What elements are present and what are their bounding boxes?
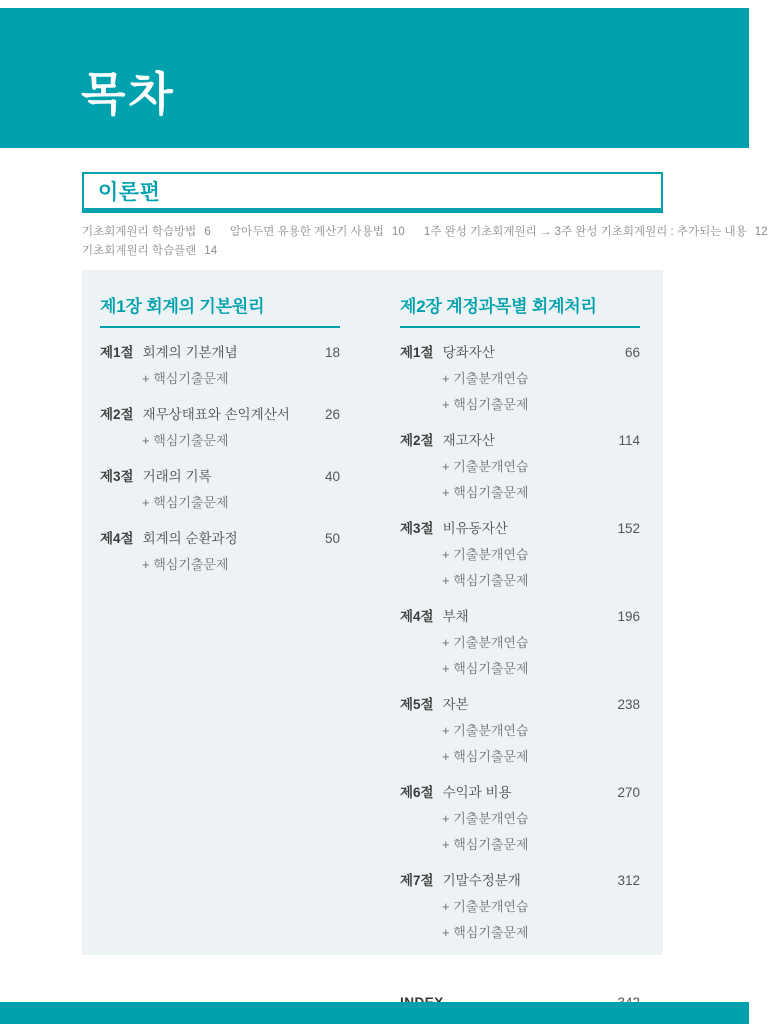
page-number: 270 (617, 785, 640, 800)
sub-item: + 기출분개연습 (442, 635, 529, 650)
section-number: 제3절 (100, 469, 134, 484)
section-title: 재고자산 (442, 433, 495, 448)
section-list (100, 341, 340, 573)
section-list (400, 341, 640, 1010)
toc-section (400, 781, 640, 853)
section-title: 부채 (442, 609, 469, 624)
toc-entry (400, 869, 640, 889)
sub-item: + 핵심기출문제 (142, 557, 229, 572)
chapter-title: 제1장 회계의 기본원리 (100, 292, 340, 328)
page-number: 18 (324, 345, 340, 360)
page-title: 목차 (81, 68, 176, 120)
toc-entry (400, 429, 640, 449)
part-label: 이론편 (98, 181, 161, 204)
section-title: 회계의 기본개념 (142, 345, 238, 360)
intro-entry-page: 10 (391, 226, 405, 238)
sub-item: + 핵심기출문제 (442, 573, 529, 588)
section-title: 당좌자산 (442, 345, 495, 360)
section-title: 재무상태표와 손익계산서 (142, 407, 290, 422)
toc-section (400, 693, 640, 765)
sub-item: + 핵심기출문제 (442, 837, 529, 852)
intro-entry-label: 기초회계원리 학습방법 (82, 226, 197, 238)
section-number: 제1절 (100, 345, 134, 360)
sub-item: + 기출분개연습 (442, 899, 529, 914)
section-number: 제3절 (400, 521, 434, 536)
page-number: 26 (324, 407, 340, 422)
intro-entry-page: 14 (204, 245, 218, 257)
sub-item: + 핵심기출문제 (142, 433, 229, 448)
page-number: 312 (617, 873, 640, 888)
intro-entry (230, 223, 405, 242)
toc-section (100, 527, 340, 573)
sub-item: + 핵심기출문제 (442, 749, 529, 764)
toc-entry (400, 781, 640, 801)
section-title: 기말수정분개 (442, 873, 521, 888)
intro-entry (82, 223, 211, 242)
toc-entry (100, 527, 340, 547)
toc-section (400, 869, 640, 941)
sub-item: + 기출분개연습 (442, 547, 529, 562)
page-number: 66 (624, 345, 640, 360)
sub-item: + 핵심기출문제 (442, 661, 529, 676)
toc-entry (400, 605, 640, 625)
section-number: 제4절 (400, 609, 434, 624)
intro-entry-page: 6 (204, 226, 211, 238)
toc-entry (100, 465, 340, 485)
page-number: 114 (618, 433, 640, 448)
sub-item: + 핵심기출문제 (142, 371, 229, 386)
sub-item: + 기출분개연습 (442, 459, 529, 474)
footer-bar (0, 1002, 749, 1024)
section-number: 제2절 (400, 433, 434, 448)
intro-entry-label: 기초회계원리 학습플랜 (82, 245, 197, 257)
toc-entry (400, 341, 640, 361)
page-number: 40 (324, 469, 340, 484)
intro-list (82, 223, 768, 261)
toc-section (400, 341, 640, 413)
page-number: 50 (324, 531, 340, 546)
toc-entry (400, 693, 640, 713)
sub-item: + 핵심기출문제 (442, 485, 529, 500)
section-title: 거래의 기록 (142, 469, 212, 484)
sub-item: + 기출분개연습 (442, 723, 529, 738)
header-banner (0, 8, 749, 148)
toc-entry (100, 403, 340, 423)
section-title: 수익과 비용 (442, 785, 512, 800)
intro-entry-page: 12 (754, 226, 768, 238)
chapter-title: 제2장 계정과목별 회계처리 (400, 292, 640, 328)
section-number: 제4절 (100, 531, 134, 546)
page-number: 238 (617, 697, 640, 712)
section-number: 제2절 (100, 407, 134, 422)
page-number: 152 (617, 521, 640, 536)
toc-section (100, 403, 340, 449)
section-title: 비유동자산 (442, 521, 508, 536)
intro-entry-label: 알아두면 유용한 계산기 사용법 (229, 226, 384, 238)
toc-section (400, 605, 640, 677)
sub-item: + 기출분개연습 (442, 371, 529, 386)
sub-item: + 핵심기출문제 (442, 925, 529, 940)
section-title: 자본 (442, 697, 469, 712)
toc-entry (400, 517, 640, 537)
intro-line (82, 223, 768, 242)
sub-item: + 핵심기출문제 (442, 397, 529, 412)
intro-line (82, 242, 682, 261)
intro-entry (424, 223, 768, 242)
sub-item: + 기출분개연습 (442, 811, 529, 826)
section-title: 회계의 순환과정 (142, 531, 238, 546)
toc-section (400, 517, 640, 589)
section-number: 제7절 (400, 873, 434, 888)
section-number: 제5절 (400, 697, 434, 712)
part-box (82, 172, 663, 213)
section-number: 제6절 (400, 785, 434, 800)
sub-item: + 핵심기출문제 (142, 495, 229, 510)
section-number: 제1절 (400, 345, 434, 360)
toc-column (100, 292, 340, 955)
toc-section (100, 465, 340, 511)
intro-entry-label: 1주 완성 기초회계원리 → 3주 완성 기초회계원리 : 추가되는 내용 (423, 226, 747, 238)
toc-column (400, 292, 640, 955)
page-number: 196 (617, 609, 640, 624)
intro-entry (82, 242, 217, 261)
toc-section (400, 429, 640, 501)
toc-panel (82, 270, 663, 955)
toc-section (100, 341, 340, 387)
toc-entry (100, 341, 340, 361)
